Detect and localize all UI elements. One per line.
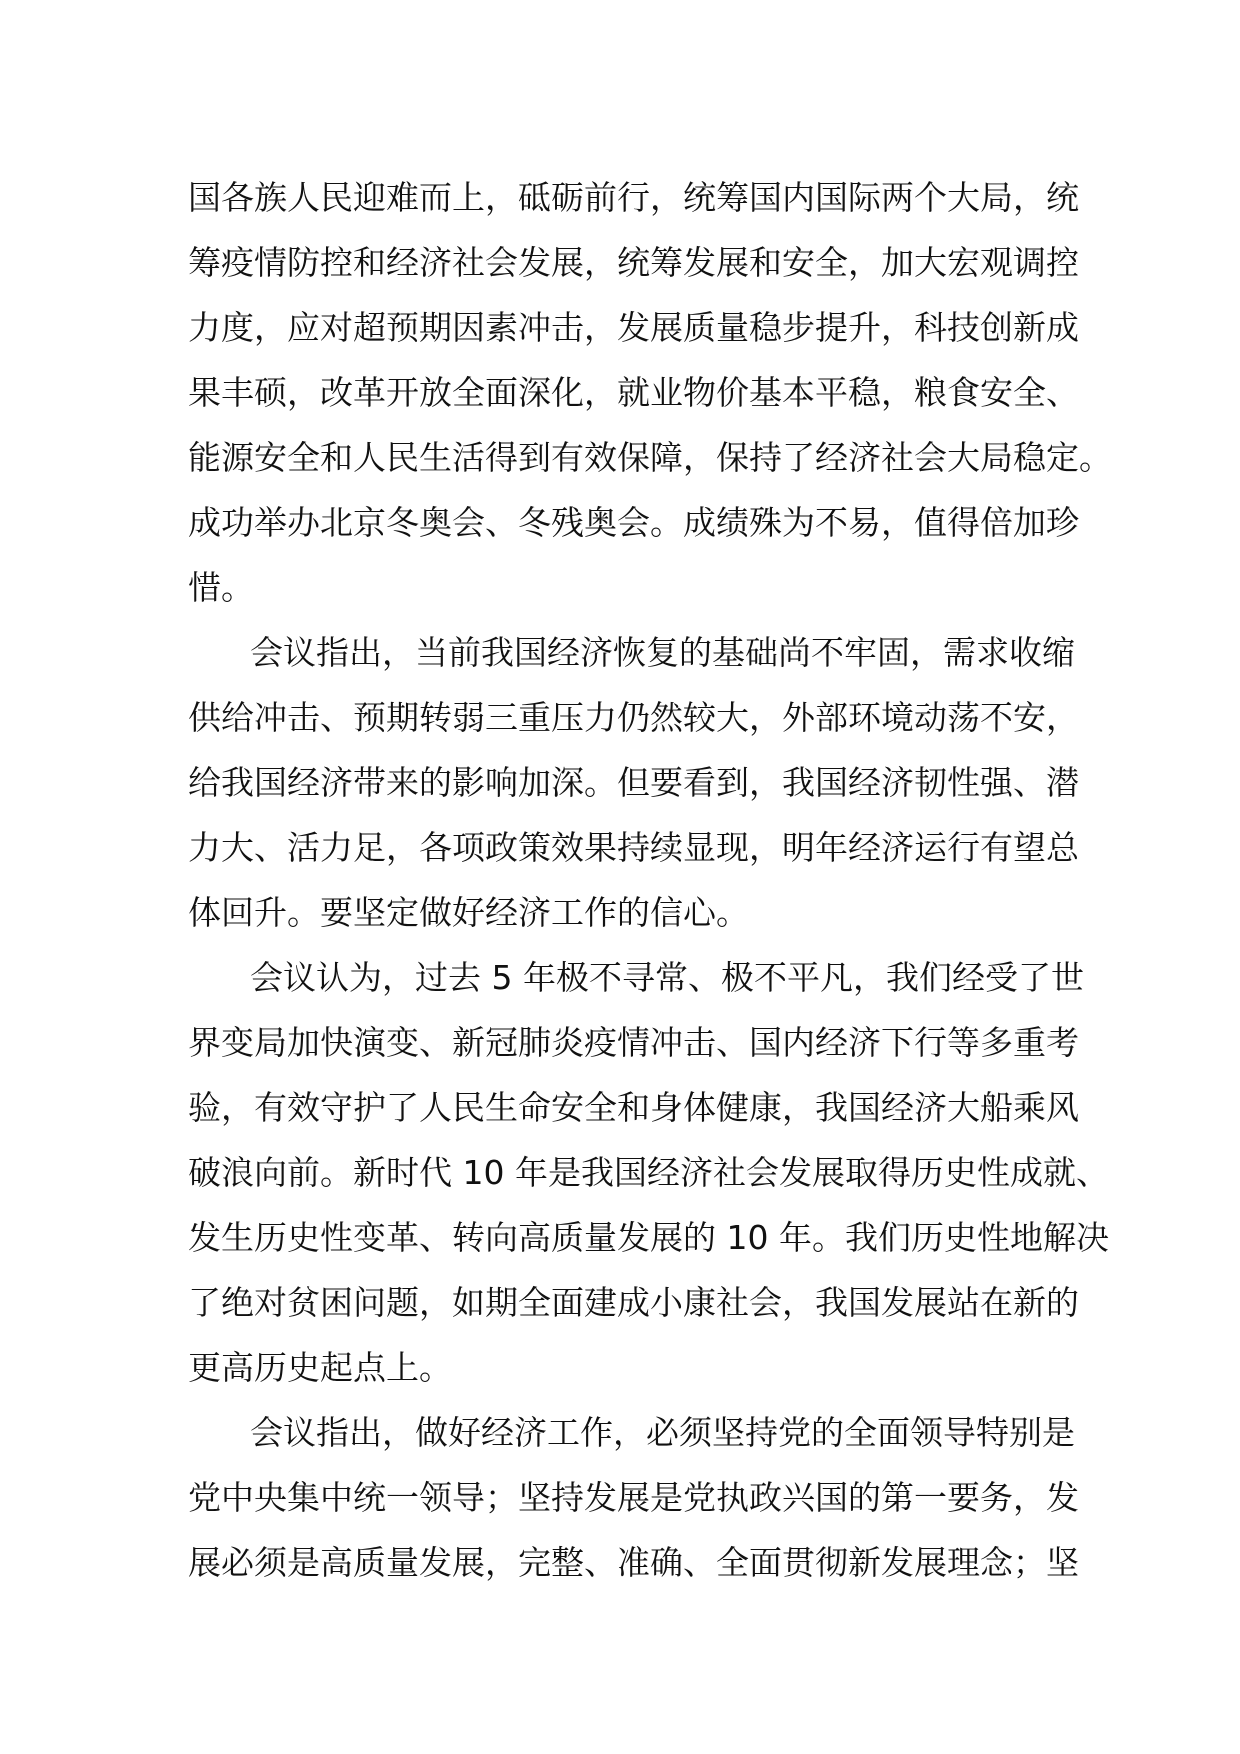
text-line: 供给冲击、预期转弱三重压力仍然较大，外部环境动荡不安， [188, 698, 1079, 737]
text-line: 国各族人民迎难而上，砥砺前行，统筹国内国际两个大局，统 [188, 178, 1079, 217]
paragraph-first-line: 会议指出，当前我国经济恢复的基础尚不牢固，需求收缩 [250, 633, 1075, 672]
text-line: 破浪向前。新时代 10 年是我国经济社会发展取得历史性成就、 [188, 1153, 1109, 1192]
text-line: 体回升。要坚定做好经济工作的信心。 [188, 893, 749, 932]
text-line: 发生历史性变革、转向高质量发展的 10 年。我们历史性地解决 [188, 1218, 1109, 1257]
text-line: 了绝对贫困问题，如期全面建成小康社会，我国发展站在新的 [188, 1283, 1079, 1322]
text-line: 惜。 [188, 568, 254, 607]
text-line: 力大、活力足，各项政策效果持续显现，明年经济运行有望总 [188, 828, 1079, 867]
text-line: 能源安全和人民生活得到有效保障，保持了经济社会大局稳定。 [188, 438, 1112, 477]
text-line: 筹疫情防控和经济社会发展，统筹发展和安全，加大宏观调控 [188, 243, 1079, 282]
text-line: 成功举办北京冬奥会、冬残奥会。成绩殊为不易，值得倍加珍 [188, 503, 1079, 542]
text-line: 更高历史起点上。 [188, 1348, 452, 1387]
text-line: 界变局加快演变、新冠肺炎疫情冲击、国内经济下行等多重考 [188, 1023, 1079, 1062]
document-body [188, 165, 1112, 1595]
paragraph-first-line: 会议认为，过去 5 年极不寻常、极不平凡，我们经受了世 [250, 958, 1084, 997]
paragraph-first-line: 会议指出，做好经济工作，必须坚持党的全面领导特别是 [250, 1413, 1075, 1452]
text-line: 力度，应对超预期因素冲击，发展质量稳步提升，科技创新成 [188, 308, 1079, 347]
text-line: 展必须是高质量发展，完整、准确、全面贯彻新发展理念；坚 [188, 1543, 1079, 1582]
text-line: 果丰硕，改革开放全面深化，就业物价基本平稳，粮食安全、 [188, 373, 1079, 412]
text-line: 验，有效守护了人民生命安全和身体健康，我国经济大船乘风 [188, 1088, 1079, 1127]
text-line: 党中央集中统一领导；坚持发展是党执政兴国的第一要务，发 [188, 1478, 1079, 1517]
text-line: 给我国经济带来的影响加深。但要看到，我国经济韧性强、潜 [188, 763, 1079, 802]
